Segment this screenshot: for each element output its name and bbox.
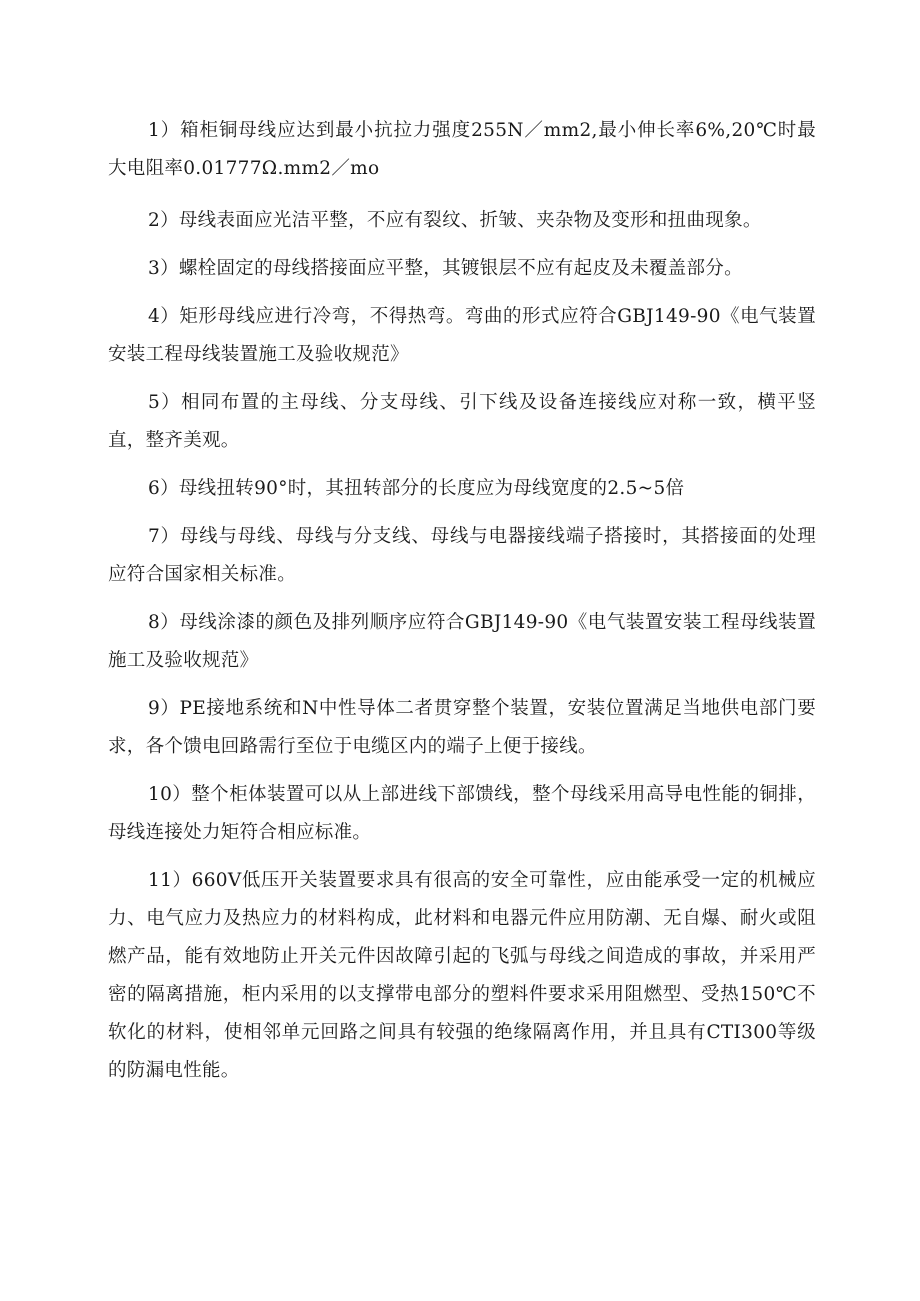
paragraph-9: 9）PE接地系统和N中性导体二者贯穿整个装置，安装位置满足当地供电部门要求，各个馈电回路需行至位于电缆区内的端子上便于接线。 — [108, 698, 816, 757]
paragraph-10: 10）整个柜体装置可以从上部进线下部馈线，整个母线采用高导电性能的铜排，母线连接处力矩符合相应标准。 — [108, 784, 816, 843]
paragraph-4: 4）矩形母线应进行冷弯，不得热弯。弯曲的形式应符合GBJ149-90《电气装置安装工程母线装置施工及验收规范》 — [108, 306, 816, 365]
paragraph-5: 5）相同布置的主母线、分支母线、引下线及设备连接线应对称一致，横平竖直，整齐美观。 — [108, 392, 816, 451]
paragraph-6: 6）母线扭转90°时，其扭转部分的长度应为母线宽度的2.5~5倍 — [148, 478, 685, 499]
document-body — [108, 112, 816, 1100]
paragraph-8: 8）母线涂漆的颜色及排列顺序应符合GBJ149-90《电气装置安装工程母线装置施工及验收规范》 — [108, 612, 816, 671]
paragraph-1: 1）箱柜铜母线应达到最小抗拉力强度255N／mm2,最小伸长率6%,20℃时最大电阻率0.01777Ω.mm2／mo — [108, 120, 816, 179]
paragraph-2: 2）母线表面应光洁平整，不应有裂纹、折皱、夹杂物及变形和扭曲现象。 — [148, 210, 762, 231]
paragraph-11: 11）660V低压开关装置要求具有很高的安全可靠性，应由能承受一定的机械应力、电气应力及热应力的材料构成，此材料和电器元件应用防潮、无自爆、耐火或阻燃产品，能有效地防止开关元件因故障引起的飞弧与母线之间造成的事故，并采用严密的隔离措施，柜内采用的以支撑带电部分的塑料件要求采用阻燃型、受热150℃不软化的材料，使相邻单元回路之间具有较强的绝缘隔离作用，并且具有CTI300等级的防漏电性能。 — [108, 870, 816, 1081]
paragraph-3: 3）螺栓固定的母线搭接面应平整，其镀银层不应有起皮及未覆盖部分。 — [148, 258, 743, 279]
paragraph-7: 7）母线与母线、母线与分支线、母线与电器接线端子搭接时，其搭接面的处理应符合国家相关标准。 — [108, 526, 816, 585]
